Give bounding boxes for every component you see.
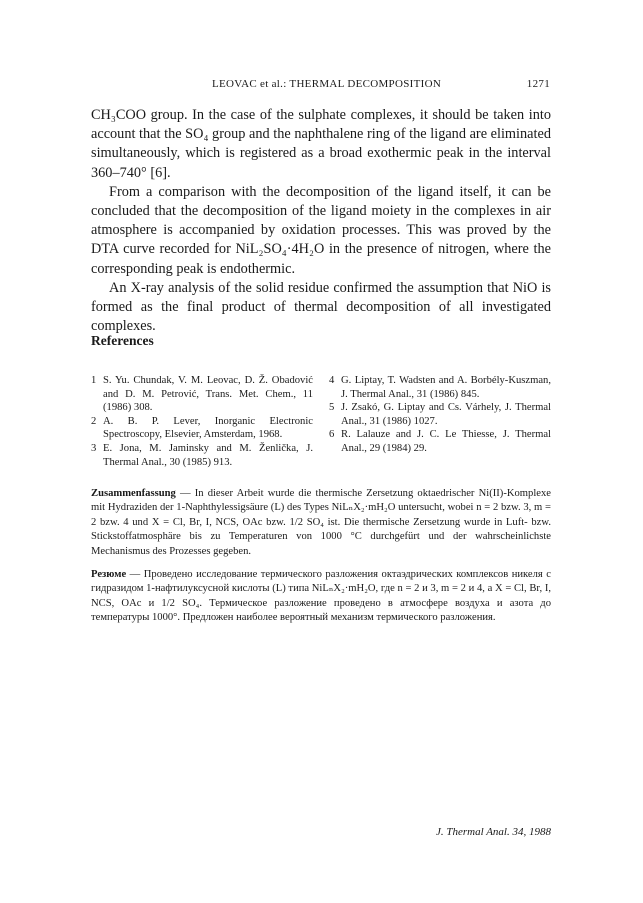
reference-text: R. Lalauze and J. C. Le Thiesse, J. Thermal Anal., 29 (1984) 29.: [341, 429, 551, 454]
paragraph-2: From a comparison with the decomposition of the ligand itself, it can be concluded that the decomposition of the ligand moiety in the complexes in air atmosphere is accompanied by oxidation processes. This was proved by the DTA curve recorded for NiL₂SO₄·4H₂O in the presence of nitrogen, where the corresponding peak is endothermic.: [91, 183, 551, 277]
page-number: 1271: [526, 78, 550, 90]
running-header: [92, 78, 550, 94]
reference-item: [329, 401, 551, 428]
reference-text: E. Jona, M. Jaminsky and M. Ženlička, J. Thermal Anal., 30 (1985) 913.: [103, 442, 313, 468]
reference-number: 5: [329, 402, 335, 414]
paragraph-3: An X-ray analysis of the solid residue confirmed the assumption that NiO is formed as the final product of thermal decomposition of all investigated complexes.: [91, 279, 551, 335]
reference-text: J. Zsakó, G. Liptay and Cs. Várhely, J. Thermal Anal., 31 (1986) 1027.: [341, 402, 551, 427]
reference-item: [91, 415, 313, 442]
journal-reference: J. Thermal Anal. 34, 1988: [436, 826, 551, 838]
reference-number: 3: [91, 442, 97, 454]
reference-text: A. B. P. Lever, Inorganic Electronic Spectroscopy, Elsevier, Amsterdam, 1968.: [103, 415, 313, 441]
references-column-left: [91, 374, 313, 469]
reference-item: [91, 374, 313, 415]
reference-item: [329, 374, 551, 401]
reference-item: [91, 442, 313, 469]
references-heading: References: [91, 333, 154, 348]
reference-number: 1: [91, 375, 97, 386]
reference-number: 6: [329, 429, 335, 441]
paragraph-1: CH₃COO group. In the case of the sulphate complexes, it should be taken into account that the SO₄ group and the naphthalene ring of the ligand are eliminated simultaneously, which is registered as a broad exothermic peak in the interval 360–740° [6].: [91, 107, 551, 181]
german-abstract: [91, 487, 551, 559]
reference-item: [329, 428, 551, 455]
russian-abstract: [91, 568, 551, 626]
german-abstract-label: Zusammenfassung: [91, 488, 176, 499]
reference-number: 4: [329, 375, 335, 386]
reference-number: 2: [91, 415, 97, 427]
russian-abstract-label: Резюме: [91, 569, 127, 580]
german-abstract-text: — In dieser Arbeit wurde die thermische Zersetzung oktaedrischer Ni(II)-Komplexe mit Hydraziden der 1-Naphthylessigsäure (L) des Types NiLₙX₂·mH₂O untersucht, wobei n = 2 bzw. 3, m = 2 bzw. 4 und X = Cl, Br, I, NCS, OAc bzw. 1/2 SO₄ ist. Die thermische Zersetzung wurde in Luft- bzw. Stickstoffatmosphäre bis zu Temperaturen von 1000 °C durchgefürt und der wahrscheinlichste Mechanismus des Prozesses gegeben.: [91, 488, 551, 557]
reference-text: G. Liptay, T. Wadsten and A. Borbély-Kuszman, J. Thermal Anal., 31 (1986) 845.: [341, 375, 551, 400]
body-text: [91, 106, 551, 336]
references-column-right: [329, 374, 551, 456]
running-title: LEOVAC et al.: THERMAL DECOMPOSITION: [212, 78, 442, 90]
russian-abstract-text: — Проведено исследование термического разложения октаэдрических комплексов никеля с гидразидом 1-нафтилуксусной кислоты (L) типа NiLₙX₂·mH₂O, где n = 2 и 3, m = 2 и 4, а X = Cl, Br, I, NCS, OAc и 1/2 SO₄. Термическое разложение проведено в атмосфере воздуха и азота до температуры 1000°. Предложен наиболее вероятный механизм термического разложения.: [91, 569, 551, 624]
reference-text: S. Yu. Chundak, V. M. Leovac, D. Ž. Obadović and D. M. Petrović, Trans. Met. Chem., 11 (1986) 308.: [103, 375, 313, 414]
